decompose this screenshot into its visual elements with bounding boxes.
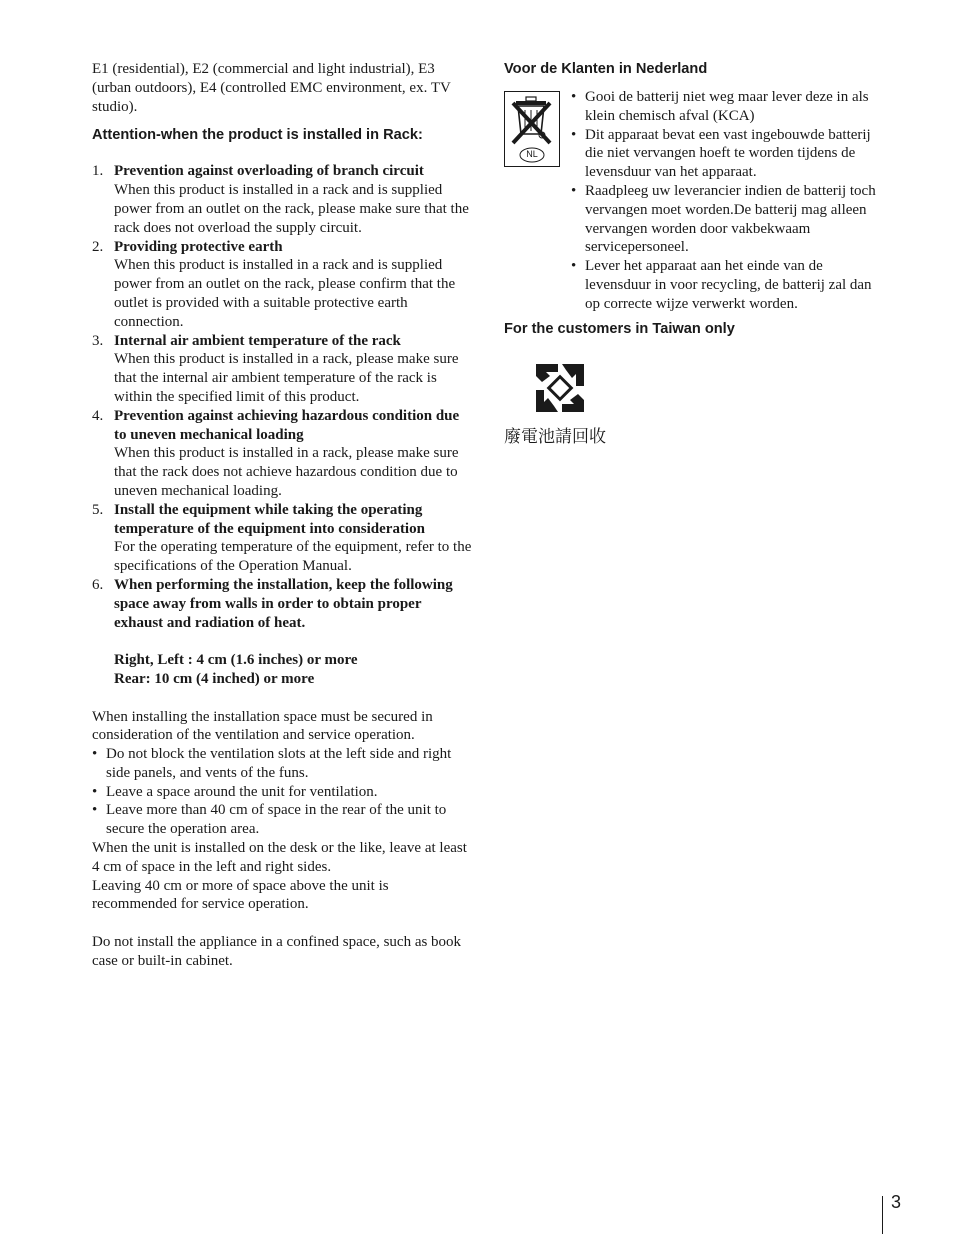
left-column [92, 60, 472, 971]
item-title: Internal air ambient temperature of the rack [114, 332, 401, 349]
rack-heading: Attention-when the product is installed in Rack: [92, 127, 423, 144]
rack-item [92, 238, 472, 332]
install-intro: When installing the installation space must be secured in consideration of the ventilation and service operation. [92, 708, 433, 744]
item-number: 1. [92, 163, 104, 180]
item-number: 5. [92, 501, 104, 518]
page-number-rule [882, 1196, 883, 1234]
tw-caption: 廢電池請回收 [504, 426, 606, 447]
item-number: 6. [92, 576, 104, 593]
above-paragraph: Leaving 40 cm or more of space above the unit is recommended for service operation. [92, 877, 389, 913]
item-body: For the operating temperature of the equipment, refer to the specifications of the Operation Manual. [114, 539, 472, 575]
nl-heading: Voor de Klanten in Nederland [504, 61, 708, 77]
rack-item [92, 501, 472, 576]
item-title: When performing the installation, keep the following space away from walls in order to obtain proper exhaust and radiation of heat. [114, 576, 453, 631]
install-bullets [92, 745, 472, 839]
item-title: Install the equipment while taking the operating temperature of the equipment into consideration [114, 501, 425, 537]
list-item: • Do not block the ventilation slots at the left side and right side panels, and vents of the funs. [92, 745, 472, 783]
list-item: • Raadpleeg uw leverancier indien de batterij toch vervangen moet worden.De batterij mag alleen vervangen worden door vakbekwaam servicepersoneel. [571, 182, 886, 257]
list-item: • Leave a space around the unit for ventilation. [92, 783, 472, 802]
right-column [504, 60, 886, 447]
item-title: Prevention against achieving hazardous condition due to uneven mechanical loading [114, 407, 460, 443]
item-body: When this product is installed in a rack and is supplied power from an outlet on the rack, please confirm that the outlet is provided with a suitable protective earth connection. [114, 257, 456, 330]
nl-section [504, 88, 886, 310]
nl-bullets [571, 88, 886, 314]
battery-recycling-icon [504, 360, 616, 418]
confined-paragraph: Do not install the appliance in a confined space, such as book case or built-in cabinet. [92, 934, 462, 969]
nl-icon-label: NL [526, 149, 538, 159]
rack-list [92, 162, 472, 688]
list-item: • Dit apparaat bevat een vast ingebouwde batterij die niet vervangen hoeft te worden tijdens de levensduur van het apparaat. [571, 126, 886, 182]
space-right-left: Right, Left : 4 cm (1.6 inches) or more [114, 652, 358, 669]
list-item: • Lever het apparaat aan het einde van de levensduur in voor recycling, de batterij zal dan op correcte wijze verwerkt worden. [571, 257, 886, 313]
item-number: 2. [92, 238, 104, 255]
item-body: When this product is installed in a rack, please make sure that the rack does not achieve hazardous condition due to uneven mechanical loading. [114, 445, 459, 499]
item-number: 3. [92, 332, 104, 349]
item-title: Prevention against overloading of branch circuit [114, 163, 424, 180]
rack-item [92, 407, 472, 501]
page-number: 3 [891, 1192, 902, 1212]
item-number: 4. [92, 407, 104, 424]
intro-paragraph: E1 (residential), E2 (commercial and light industrial), E3 (urban outdoors), E4 (controlled EMC environment, ex. TV studio). [92, 61, 451, 115]
rack-item [92, 332, 472, 407]
list-item: • Leave more than 40 cm of space in the rear of the unit to secure the operation area. [92, 801, 472, 839]
rack-item [92, 576, 472, 689]
tw-heading: For the customers in Taiwan only [504, 321, 735, 337]
item-title: Providing protective earth [114, 238, 283, 255]
item-body: When this product is installed in a rack and is supplied power from an outlet on the rack, please make sure that the rack does not overload the supply circuit. [114, 182, 469, 236]
item-body: When this product is installed in a rack, please make sure that the internal air ambient temperature of the rack is within the specified limit of this product. [114, 351, 459, 405]
desk-paragraph: When the unit is installed on the desk or the like, leave at least 4 cm of space in the left and right sides. [92, 840, 467, 875]
space-rear: Rear: 10 cm (4 inched) or more [114, 670, 315, 687]
list-item: • Gooi de batterij niet weg maar lever deze in als klein chemisch afval (KCA) [571, 88, 886, 126]
rack-item [92, 162, 472, 237]
